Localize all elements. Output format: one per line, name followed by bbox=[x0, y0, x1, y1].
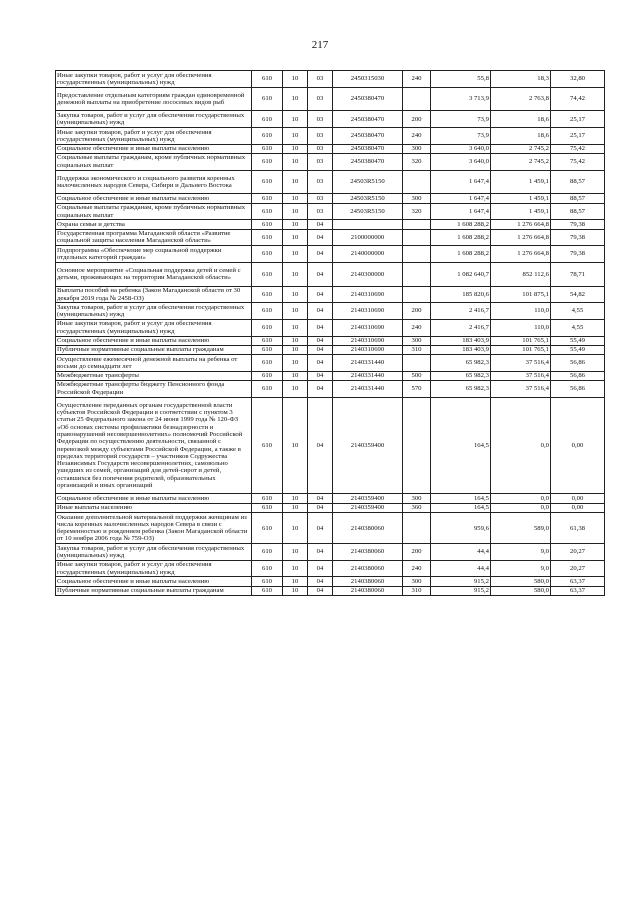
row-plan-amount: 1 647,4 bbox=[431, 203, 491, 220]
row-percent: 78,71 bbox=[551, 262, 605, 286]
row-actual-amount: 0,0 bbox=[491, 503, 551, 512]
row-plan-amount: 55,8 bbox=[431, 71, 491, 88]
row-actual-amount: 101 765,1 bbox=[491, 345, 551, 354]
row-ministry-code: 610 bbox=[252, 513, 283, 544]
row-section-code: 10 bbox=[283, 71, 308, 88]
row-target-code: 2140359400 bbox=[333, 397, 403, 494]
row-expense-type-code bbox=[403, 246, 431, 263]
row-ministry-code: 610 bbox=[252, 203, 283, 220]
budget-table-body bbox=[56, 71, 605, 596]
table-row bbox=[56, 144, 605, 153]
row-plan-amount: 915,2 bbox=[431, 577, 491, 586]
row-target-code bbox=[333, 220, 403, 229]
row-description: Закупка товаров, работ и услуг для обеспечения государственных (муниципальных) нужд bbox=[56, 544, 252, 561]
row-description: Иные закупки товаров, работ и услуг для обеспечения государственных (муниципальных) нужд bbox=[56, 319, 252, 336]
row-target-code: 2140331440 bbox=[333, 380, 403, 397]
row-description: Социальное обеспечение и иные выплаты населению bbox=[56, 577, 252, 586]
row-description: Закупка товаров, работ и услуг для обеспечения государственных (муниципальных) нужд bbox=[56, 111, 252, 128]
row-target-code: 2450380470 bbox=[333, 111, 403, 128]
row-ministry-code: 610 bbox=[252, 336, 283, 345]
row-plan-amount: 959,6 bbox=[431, 513, 491, 544]
row-expense-type-code: 300 bbox=[403, 194, 431, 203]
row-expense-type-code: 200 bbox=[403, 303, 431, 320]
row-description: Осуществление ежемесячной денежной выплаты на ребенка от восьми до семнадцати лет bbox=[56, 355, 252, 372]
row-description: Закупка товаров, работ и услуг для обеспечения государственных (муниципальных) нужд bbox=[56, 303, 252, 320]
row-subsection-code: 04 bbox=[308, 586, 333, 595]
row-percent: 56,86 bbox=[551, 380, 605, 397]
row-ministry-code: 610 bbox=[252, 71, 283, 88]
row-expense-type-code bbox=[403, 170, 431, 194]
row-plan-amount: 1 608 288,2 bbox=[431, 246, 491, 263]
row-subsection-code: 03 bbox=[308, 144, 333, 153]
row-actual-amount: 1 459,1 bbox=[491, 203, 551, 220]
row-subsection-code: 04 bbox=[308, 319, 333, 336]
row-description: Социальные выплаты гражданам, кроме публичных нормативных социальных выплат bbox=[56, 153, 252, 170]
row-ministry-code: 610 bbox=[252, 503, 283, 512]
row-actual-amount: 37 516,4 bbox=[491, 355, 551, 372]
row-expense-type-code: 240 bbox=[403, 319, 431, 336]
row-expense-type-code: 500 bbox=[403, 371, 431, 380]
row-section-code: 10 bbox=[283, 560, 308, 577]
row-description: Иные закупки товаров, работ и услуг для обеспечения государственных (муниципальных) нужд bbox=[56, 128, 252, 145]
row-section-code: 10 bbox=[283, 286, 308, 303]
row-actual-amount: 110,0 bbox=[491, 319, 551, 336]
row-actual-amount: 101 875,1 bbox=[491, 286, 551, 303]
row-subsection-code: 04 bbox=[308, 262, 333, 286]
row-ministry-code: 610 bbox=[252, 170, 283, 194]
row-ministry-code: 610 bbox=[252, 153, 283, 170]
row-ministry-code: 610 bbox=[252, 194, 283, 203]
row-ministry-code: 610 bbox=[252, 87, 283, 111]
table-row bbox=[56, 380, 605, 397]
row-expense-type-code: 320 bbox=[403, 203, 431, 220]
row-description: Иные закупки товаров, работ и услуг для обеспечения государственных (муниципальных) нужд bbox=[56, 71, 252, 88]
row-subsection-code: 04 bbox=[308, 513, 333, 544]
row-plan-amount: 3 640,0 bbox=[431, 144, 491, 153]
row-actual-amount: 1 276 664,8 bbox=[491, 229, 551, 246]
row-actual-amount: 9,0 bbox=[491, 560, 551, 577]
row-expense-type-code: 240 bbox=[403, 560, 431, 577]
row-actual-amount: 1 459,1 bbox=[491, 170, 551, 194]
row-subsection-code: 04 bbox=[308, 494, 333, 503]
row-ministry-code: 610 bbox=[252, 286, 283, 303]
table-row bbox=[56, 229, 605, 246]
row-percent: 56,86 bbox=[551, 371, 605, 380]
row-percent: 88,57 bbox=[551, 203, 605, 220]
row-percent: 25,17 bbox=[551, 128, 605, 145]
page-number: 217 bbox=[311, 39, 329, 51]
row-section-code: 10 bbox=[283, 397, 308, 494]
row-section-code: 10 bbox=[283, 194, 308, 203]
row-subsection-code: 03 bbox=[308, 203, 333, 220]
row-expense-type-code: 300 bbox=[403, 494, 431, 503]
row-section-code: 10 bbox=[283, 144, 308, 153]
row-plan-amount: 1 647,4 bbox=[431, 194, 491, 203]
row-actual-amount: 1 459,1 bbox=[491, 194, 551, 203]
row-description: Подпрограмма «Обеспечение мер социальной поддержки отдельных категорий граждан» bbox=[56, 246, 252, 263]
row-plan-amount: 44,4 bbox=[431, 560, 491, 577]
row-section-code: 10 bbox=[283, 246, 308, 263]
row-expense-type-code bbox=[403, 262, 431, 286]
row-subsection-code: 04 bbox=[308, 220, 333, 229]
row-target-code: 2450315030 bbox=[333, 71, 403, 88]
row-description: Оказание дополнительной материальной поддержки женщинам из числа коренных малочисленных народов Севера в связи с беременностью и рождением ребенка (Закон Магаданской области от 10 ноября 2006 года № 759-ОЗ) bbox=[56, 513, 252, 544]
row-ministry-code: 610 bbox=[252, 246, 283, 263]
row-ministry-code: 610 bbox=[252, 560, 283, 577]
row-plan-amount: 44,4 bbox=[431, 544, 491, 561]
row-plan-amount: 2 416,7 bbox=[431, 303, 491, 320]
row-actual-amount: 580,0 bbox=[491, 577, 551, 586]
row-expense-type-code bbox=[403, 397, 431, 494]
row-subsection-code: 04 bbox=[308, 246, 333, 263]
table-row bbox=[56, 319, 605, 336]
row-plan-amount: 164,5 bbox=[431, 503, 491, 512]
row-expense-type-code bbox=[403, 513, 431, 544]
row-percent: 74,42 bbox=[551, 87, 605, 111]
row-percent: 54,82 bbox=[551, 286, 605, 303]
row-target-code: 2140359400 bbox=[333, 503, 403, 512]
table-row bbox=[56, 286, 605, 303]
row-actual-amount: 2 745,2 bbox=[491, 144, 551, 153]
row-description: Иные выплаты населению bbox=[56, 503, 252, 512]
row-ministry-code: 610 bbox=[252, 111, 283, 128]
row-actual-amount: 18,3 bbox=[491, 71, 551, 88]
row-ministry-code: 610 bbox=[252, 355, 283, 372]
row-ministry-code: 610 bbox=[252, 544, 283, 561]
row-section-code: 10 bbox=[283, 494, 308, 503]
table-row bbox=[56, 513, 605, 544]
row-description: Социальные выплаты гражданам, кроме публичных нормативных социальных выплат bbox=[56, 203, 252, 220]
row-ministry-code: 610 bbox=[252, 397, 283, 494]
row-target-code: 2140310690 bbox=[333, 286, 403, 303]
row-ministry-code: 610 bbox=[252, 144, 283, 153]
row-target-code: 2140359400 bbox=[333, 494, 403, 503]
row-expense-type-code: 240 bbox=[403, 71, 431, 88]
row-section-code: 10 bbox=[283, 87, 308, 111]
row-description: Государственная программа Магаданской области «Развитие социальной защиты населения Магаданской области» bbox=[56, 229, 252, 246]
row-section-code: 10 bbox=[283, 336, 308, 345]
row-plan-amount: 1 608 288,2 bbox=[431, 220, 491, 229]
row-target-code: 2140380060 bbox=[333, 586, 403, 595]
row-expense-type-code: 300 bbox=[403, 336, 431, 345]
row-expense-type-code: 240 bbox=[403, 128, 431, 145]
row-subsection-code: 04 bbox=[308, 544, 333, 561]
row-subsection-code: 03 bbox=[308, 194, 333, 203]
row-description: Предоставление отдельным категориям граждан единовременной денежной выплаты на приобретение лососевых видов рыб bbox=[56, 87, 252, 111]
row-percent: 79,38 bbox=[551, 246, 605, 263]
row-subsection-code: 04 bbox=[308, 286, 333, 303]
row-actual-amount: 0,0 bbox=[491, 397, 551, 494]
row-description: Выплаты пособий на ребенка (Закон Магаданской области от 30 декабря 2019 года № 2458-ОЗ) bbox=[56, 286, 252, 303]
row-percent: 79,38 bbox=[551, 229, 605, 246]
table-row bbox=[56, 153, 605, 170]
row-plan-amount: 185 820,6 bbox=[431, 286, 491, 303]
row-expense-type-code: 310 bbox=[403, 586, 431, 595]
table-row bbox=[56, 336, 605, 345]
row-percent: 61,38 bbox=[551, 513, 605, 544]
row-description: Межбюджетные трансферты бюджету Пенсионного фонда Российской Федерации bbox=[56, 380, 252, 397]
row-section-code: 10 bbox=[283, 153, 308, 170]
row-expense-type-code: 200 bbox=[403, 111, 431, 128]
row-percent: 88,57 bbox=[551, 170, 605, 194]
row-actual-amount: 9,0 bbox=[491, 544, 551, 561]
row-percent: 75,42 bbox=[551, 153, 605, 170]
row-section-code: 10 bbox=[283, 380, 308, 397]
row-expense-type-code: 300 bbox=[403, 577, 431, 586]
row-percent: 79,38 bbox=[551, 220, 605, 229]
row-actual-amount: 110,0 bbox=[491, 303, 551, 320]
row-section-code: 10 bbox=[283, 220, 308, 229]
row-target-code: 2140300000 bbox=[333, 262, 403, 286]
row-actual-amount: 1 276 664,8 bbox=[491, 220, 551, 229]
row-percent: 25,17 bbox=[551, 111, 605, 128]
row-actual-amount: 2 763,8 bbox=[491, 87, 551, 111]
row-expense-type-code: 570 bbox=[403, 380, 431, 397]
table-row bbox=[56, 586, 605, 595]
row-section-code: 10 bbox=[283, 345, 308, 354]
row-ministry-code: 610 bbox=[252, 220, 283, 229]
row-percent: 0,00 bbox=[551, 503, 605, 512]
row-section-code: 10 bbox=[283, 203, 308, 220]
row-subsection-code: 04 bbox=[308, 397, 333, 494]
row-section-code: 10 bbox=[283, 111, 308, 128]
row-plan-amount: 183 403,9 bbox=[431, 336, 491, 345]
row-percent: 63,37 bbox=[551, 577, 605, 586]
row-percent: 20,27 bbox=[551, 560, 605, 577]
row-plan-amount: 1 082 640,7 bbox=[431, 262, 491, 286]
row-plan-amount: 73,9 bbox=[431, 111, 491, 128]
row-target-code: 2450380470 bbox=[333, 153, 403, 170]
table-row bbox=[56, 71, 605, 88]
row-subsection-code: 04 bbox=[308, 229, 333, 246]
row-ministry-code: 610 bbox=[252, 303, 283, 320]
row-target-code: 2140331440 bbox=[333, 371, 403, 380]
row-subsection-code: 03 bbox=[308, 111, 333, 128]
row-expense-type-code: 360 bbox=[403, 503, 431, 512]
row-plan-amount: 2 416,7 bbox=[431, 319, 491, 336]
row-description: Иные закупки товаров, работ и услуг для обеспечения государственных (муниципальных) нужд bbox=[56, 560, 252, 577]
row-percent: 55,49 bbox=[551, 336, 605, 345]
row-subsection-code: 04 bbox=[308, 345, 333, 354]
row-target-code: 24503R5150 bbox=[333, 194, 403, 203]
table-row bbox=[56, 194, 605, 203]
row-target-code: 2140310690 bbox=[333, 336, 403, 345]
table-row bbox=[56, 220, 605, 229]
row-ministry-code: 610 bbox=[252, 371, 283, 380]
row-plan-amount: 65 982,3 bbox=[431, 380, 491, 397]
row-plan-amount: 1 647,4 bbox=[431, 170, 491, 194]
row-plan-amount: 65 982,3 bbox=[431, 371, 491, 380]
row-actual-amount: 589,0 bbox=[491, 513, 551, 544]
row-ministry-code: 610 bbox=[252, 262, 283, 286]
table-row bbox=[56, 303, 605, 320]
row-subsection-code: 04 bbox=[308, 303, 333, 320]
row-percent: 32,80 bbox=[551, 71, 605, 88]
row-percent: 55,49 bbox=[551, 345, 605, 354]
row-target-code: 2140310690 bbox=[333, 303, 403, 320]
row-expense-type-code bbox=[403, 220, 431, 229]
row-target-code: 2140310690 bbox=[333, 319, 403, 336]
table-row bbox=[56, 87, 605, 111]
row-actual-amount: 852 112,6 bbox=[491, 262, 551, 286]
row-ministry-code: 610 bbox=[252, 586, 283, 595]
row-section-code: 10 bbox=[283, 513, 308, 544]
row-subsection-code: 03 bbox=[308, 128, 333, 145]
row-subsection-code: 04 bbox=[308, 577, 333, 586]
row-subsection-code: 04 bbox=[308, 371, 333, 380]
table-row bbox=[56, 494, 605, 503]
row-section-code: 10 bbox=[283, 229, 308, 246]
row-target-code: 2450380470 bbox=[333, 144, 403, 153]
row-percent: 75,42 bbox=[551, 144, 605, 153]
row-section-code: 10 bbox=[283, 586, 308, 595]
row-section-code: 10 bbox=[283, 577, 308, 586]
row-plan-amount: 164,5 bbox=[431, 397, 491, 494]
row-expense-type-code: 300 bbox=[403, 144, 431, 153]
row-target-code: 2450380470 bbox=[333, 128, 403, 145]
row-actual-amount: 0,0 bbox=[491, 494, 551, 503]
row-subsection-code: 04 bbox=[308, 503, 333, 512]
row-percent: 56,86 bbox=[551, 355, 605, 372]
row-expense-type-code: 320 bbox=[403, 153, 431, 170]
row-target-code: 2100000000 bbox=[333, 229, 403, 246]
row-target-code: 24503R5150 bbox=[333, 170, 403, 194]
row-section-code: 10 bbox=[283, 128, 308, 145]
row-ministry-code: 610 bbox=[252, 577, 283, 586]
row-section-code: 10 bbox=[283, 371, 308, 380]
row-plan-amount: 3 640,0 bbox=[431, 153, 491, 170]
table-row bbox=[56, 544, 605, 561]
row-target-code: 2140380060 bbox=[333, 544, 403, 561]
table-row bbox=[56, 345, 605, 354]
row-section-code: 10 bbox=[283, 303, 308, 320]
row-subsection-code: 04 bbox=[308, 380, 333, 397]
row-percent: 0,00 bbox=[551, 397, 605, 494]
row-ministry-code: 610 bbox=[252, 345, 283, 354]
row-subsection-code: 04 bbox=[308, 560, 333, 577]
row-description: Межбюджетные трансферты bbox=[56, 371, 252, 380]
row-description: Социальное обеспечение и иные выплаты населению bbox=[56, 494, 252, 503]
row-subsection-code: 04 bbox=[308, 336, 333, 345]
row-ministry-code: 610 bbox=[252, 380, 283, 397]
row-subsection-code: 03 bbox=[308, 153, 333, 170]
row-percent: 88,57 bbox=[551, 194, 605, 203]
row-plan-amount: 1 608 288,2 bbox=[431, 229, 491, 246]
row-description: Охрана семьи и детства bbox=[56, 220, 252, 229]
row-target-code: 2450380470 bbox=[333, 87, 403, 111]
row-actual-amount: 37 516,4 bbox=[491, 371, 551, 380]
row-percent: 4,55 bbox=[551, 303, 605, 320]
row-plan-amount: 915,2 bbox=[431, 586, 491, 595]
table-row bbox=[56, 111, 605, 128]
row-expense-type-code: 310 bbox=[403, 345, 431, 354]
row-description: Социальное обеспечение и иные выплаты населению bbox=[56, 144, 252, 153]
row-target-code: 2140380060 bbox=[333, 577, 403, 586]
row-percent: 4,55 bbox=[551, 319, 605, 336]
row-description: Основное мероприятие «Социальная поддержка детей и семей с детьми, проживающих на территории Магаданской области» bbox=[56, 262, 252, 286]
row-section-code: 10 bbox=[283, 262, 308, 286]
row-expense-type-code bbox=[403, 87, 431, 111]
row-ministry-code: 610 bbox=[252, 229, 283, 246]
row-actual-amount: 580,0 bbox=[491, 586, 551, 595]
row-expense-type-code bbox=[403, 355, 431, 372]
table-row bbox=[56, 262, 605, 286]
row-ministry-code: 610 bbox=[252, 494, 283, 503]
row-actual-amount: 2 745,2 bbox=[491, 153, 551, 170]
table-row bbox=[56, 503, 605, 512]
row-expense-type-code: 200 bbox=[403, 544, 431, 561]
row-ministry-code: 610 bbox=[252, 319, 283, 336]
row-target-code: 2140310690 bbox=[333, 345, 403, 354]
table-row bbox=[56, 371, 605, 380]
row-expense-type-code bbox=[403, 229, 431, 246]
table-row bbox=[56, 577, 605, 586]
row-percent: 0,00 bbox=[551, 494, 605, 503]
table-row bbox=[56, 560, 605, 577]
row-actual-amount: 18,6 bbox=[491, 111, 551, 128]
table-row bbox=[56, 170, 605, 194]
row-subsection-code: 03 bbox=[308, 87, 333, 111]
row-description: Осуществление переданных органам государственной власти субъектов Российской Федерации в соответствии с пунктом 3 статьи 25 Федерального закона от 24 июня 1999 года № 120-ФЗ «Об основах системы профилактики безнадзорности и правонарушений несовершеннолетних» полномочий Российской Федерации по осуществлению деятельности, связанной с перевозкой между субъектами Российской Федерации, а также в пределах территорий государств – участников Содружества Независимых Государств несовершеннолетних, самовольно ушедших из семей, организаций для детей-сирот и детей, оставшихся без попечения родителей, образовательных организаций и иных организаций bbox=[56, 397, 252, 494]
row-target-code: 2140331440 bbox=[333, 355, 403, 372]
budget-table bbox=[55, 70, 605, 596]
row-target-code: 2140380060 bbox=[333, 560, 403, 577]
row-description: Социальное обеспечение и иные выплаты населению bbox=[56, 336, 252, 345]
row-ministry-code: 610 bbox=[252, 128, 283, 145]
row-target-code: 2140000000 bbox=[333, 246, 403, 263]
row-plan-amount: 3 713,9 bbox=[431, 87, 491, 111]
row-plan-amount: 65 982,3 bbox=[431, 355, 491, 372]
table-row bbox=[56, 397, 605, 494]
row-actual-amount: 18,6 bbox=[491, 128, 551, 145]
row-description: Поддержка экономического и социального развития коренных малочисленных народов Севера, Сибири и Дальнего Востока bbox=[56, 170, 252, 194]
row-plan-amount: 183 403,9 bbox=[431, 345, 491, 354]
row-description: Социальное обеспечение и иные выплаты населению bbox=[56, 194, 252, 203]
row-description: Публичные нормативные социальные выплаты гражданам bbox=[56, 345, 252, 354]
table-row bbox=[56, 128, 605, 145]
row-subsection-code: 04 bbox=[308, 355, 333, 372]
row-section-code: 10 bbox=[283, 319, 308, 336]
row-percent: 20,27 bbox=[551, 544, 605, 561]
row-section-code: 10 bbox=[283, 503, 308, 512]
row-plan-amount: 73,9 bbox=[431, 128, 491, 145]
row-actual-amount: 1 276 664,8 bbox=[491, 246, 551, 263]
row-section-code: 10 bbox=[283, 170, 308, 194]
row-target-code: 24503R5150 bbox=[333, 203, 403, 220]
table-row bbox=[56, 203, 605, 220]
row-actual-amount: 101 765,1 bbox=[491, 336, 551, 345]
row-section-code: 10 bbox=[283, 544, 308, 561]
row-subsection-code: 03 bbox=[308, 170, 333, 194]
row-description: Публичные нормативные социальные выплаты гражданам bbox=[56, 586, 252, 595]
row-actual-amount: 37 516,4 bbox=[491, 380, 551, 397]
table-row bbox=[56, 246, 605, 263]
row-subsection-code: 03 bbox=[308, 71, 333, 88]
row-target-code: 2140380060 bbox=[333, 513, 403, 544]
table-row bbox=[56, 355, 605, 372]
row-expense-type-code bbox=[403, 286, 431, 303]
row-section-code: 10 bbox=[283, 355, 308, 372]
row-percent: 63,37 bbox=[551, 586, 605, 595]
row-plan-amount: 164,5 bbox=[431, 494, 491, 503]
